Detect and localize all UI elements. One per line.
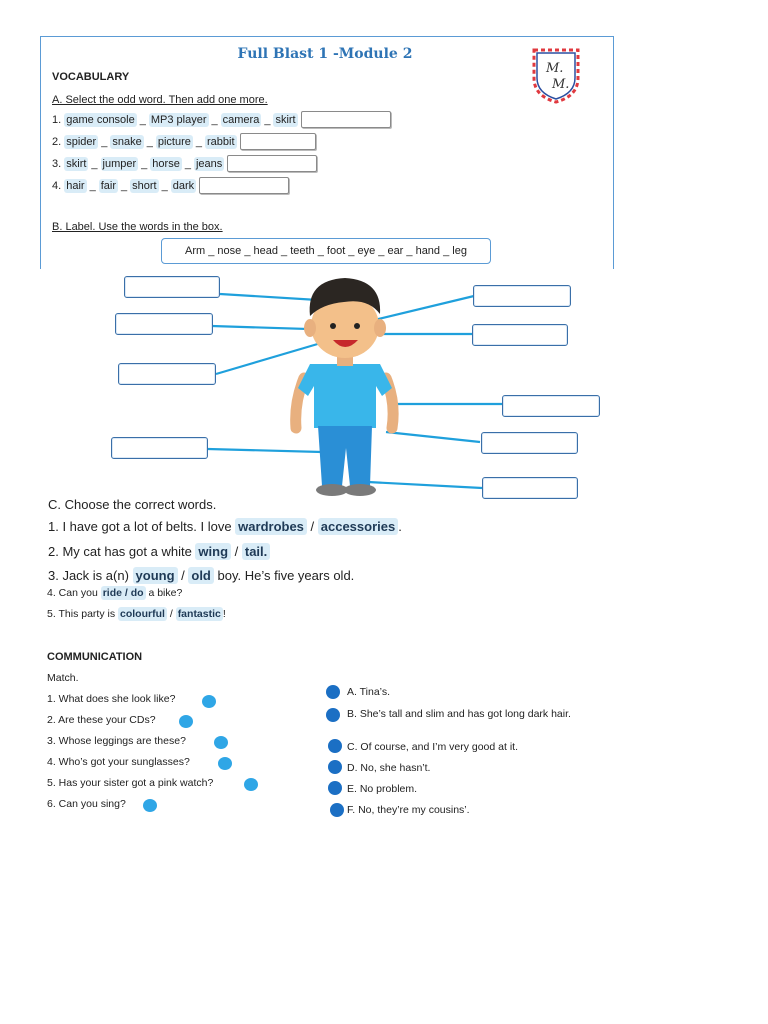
word-option[interactable]: dark [172,179,195,192]
odd-word-row-3 [52,155,317,172]
match-dot-q2[interactable] [179,715,193,728]
choose-item-1 [48,519,402,534]
answer-f: F. No, they’re my cousins’. [347,804,470,816]
choice-option[interactable]: ride / do [102,587,144,599]
word-option[interactable]: short [132,179,157,192]
word-option[interactable]: camera [222,113,260,126]
match-dot-q3[interactable] [214,736,228,749]
word-option[interactable]: snake [112,135,142,148]
choose-item-3 [48,568,354,583]
word-separator: _ [141,157,148,170]
row-number: 1. [52,113,62,126]
row-number: 2. [52,135,62,148]
word-option[interactable]: fair [100,179,116,192]
question-3: 3. Whose leggings are these? [47,735,186,747]
sentence-text: a bike? [145,587,183,599]
communication-heading: COMMUNICATION [47,651,143,663]
sentence-text: 2. My cat has got a white [48,544,196,559]
choose-item-5 [47,608,226,620]
part-a-instruction: A. Select the odd word. Then add one more. [52,94,268,106]
logo-text-2: M. [552,77,570,92]
label-box-nose[interactable] [472,324,568,346]
choose-item-2 [48,544,270,559]
word-option[interactable]: skirt [275,113,296,126]
label-box-eye[interactable] [473,285,571,307]
choice-slash: / [231,544,242,559]
match-instruction: Match. [47,672,79,684]
match-dot-b[interactable] [326,708,340,722]
choice-option[interactable]: young [133,567,178,584]
question-6: 6. Can you sing? [47,798,126,810]
part-c-instruction: C. Choose the correct words. [48,497,217,512]
odd-word-row-1 [52,111,391,128]
answer-input[interactable] [199,177,289,194]
part-b-instruction: B. Label. Use the words in the box. [52,221,223,233]
question-4: 4. Who’s got your sunglasses? [47,756,190,768]
word-option[interactable]: MP3 player [150,113,207,126]
worksheet-title: Full Blast 1 -Module 2 [237,46,413,62]
word-separator: _ [195,135,202,148]
word-option[interactable]: skirt [66,157,87,170]
answer-c: C. Of course, and I’m very good at it. [347,741,518,753]
word-separator: _ [264,113,271,126]
word-option[interactable]: hair [66,179,85,192]
label-box-teeth[interactable] [118,363,216,385]
word-option[interactable]: spider [66,135,97,148]
question-2: 2. Are these your CDs? [47,714,156,726]
match-dot-d[interactable] [328,760,342,774]
label-box-foot[interactable] [482,477,578,499]
choice-option[interactable]: fantastic [177,608,221,620]
question-5: 5. Has your sister got a pink watch? [47,777,214,789]
match-dot-q4[interactable] [218,757,232,770]
word-separator: _ [91,157,98,170]
answer-a: A. Tina’s. [347,686,390,698]
match-dot-q6[interactable] [143,799,157,812]
word-separator: _ [146,135,153,148]
word-box: Arm _ nose _ head _ teeth _ foot _ eye _ ear _ hand _ leg [161,238,491,264]
choice-option[interactable]: tail. [242,543,270,560]
choice-option[interactable]: wing [195,543,231,560]
choice-slash: / [306,519,318,534]
label-box-leg[interactable] [481,432,578,454]
question-1: 1. What does she look like? [47,693,176,705]
match-dot-f[interactable] [330,803,344,817]
school-logo-icon [526,44,586,106]
word-separator: _ [121,179,128,192]
sentence-text: 4. Can you [47,587,101,599]
choice-option[interactable]: colourful [120,608,165,620]
match-dot-q5[interactable] [244,778,258,791]
sentence-text: 1. I have got a lot of belts. I love [48,519,236,534]
match-dot-a[interactable] [326,685,340,699]
answer-input[interactable] [227,155,317,172]
match-dot-q1[interactable] [202,695,216,708]
word-option[interactable]: rabbit [206,135,235,148]
choice-option[interactable]: accessories [318,518,398,535]
word-separator: _ [139,113,146,126]
answer-input[interactable] [240,133,316,150]
odd-word-row-4 [52,177,289,194]
answer-e: E. No problem. [347,783,418,795]
sentence-text: boy. He’s five years old. [213,568,355,583]
word-option[interactable]: jumper [102,157,137,170]
choose-item-4 [47,587,182,599]
answer-input[interactable] [301,111,391,128]
label-box-head[interactable] [124,276,220,298]
answer-b: B. She’s tall and slim and has got long dark hair. [347,708,571,720]
sentence-text: . [398,519,402,534]
match-dot-c[interactable] [328,739,342,753]
vocabulary-heading: VOCABULARY [52,71,130,83]
word-separator: _ [184,157,191,170]
row-number: 3. [52,157,62,170]
label-box-arm[interactable] [502,395,600,417]
row-number: 4. [52,179,62,192]
sentence-text: 3. Jack is a(n) [48,568,133,583]
match-dot-e[interactable] [328,781,342,795]
choice-slash: / [166,608,176,620]
word-option[interactable]: horse [152,157,180,170]
word-separator: _ [89,179,96,192]
sentence-text: 5. This party is [47,608,118,620]
word-option[interactable]: jeans [195,157,223,170]
word-option[interactable]: picture [157,135,191,148]
word-separator: _ [101,135,108,148]
label-box-hand[interactable] [111,437,208,459]
boy-illustration [0,268,768,500]
label-box-ear[interactable] [115,313,213,335]
word-separator: _ [161,179,168,192]
choice-option[interactable]: old [188,567,214,584]
word-option[interactable]: game console [66,113,135,126]
sentence-text: ! [222,608,226,620]
odd-word-row-2 [52,133,316,150]
answer-d: D. No, she hasn’t. [347,762,431,774]
choice-option[interactable]: wardrobes [235,518,307,535]
word-separator: _ [211,113,218,126]
choice-slash: / [177,568,189,583]
logo-text-1: M. [546,61,564,76]
